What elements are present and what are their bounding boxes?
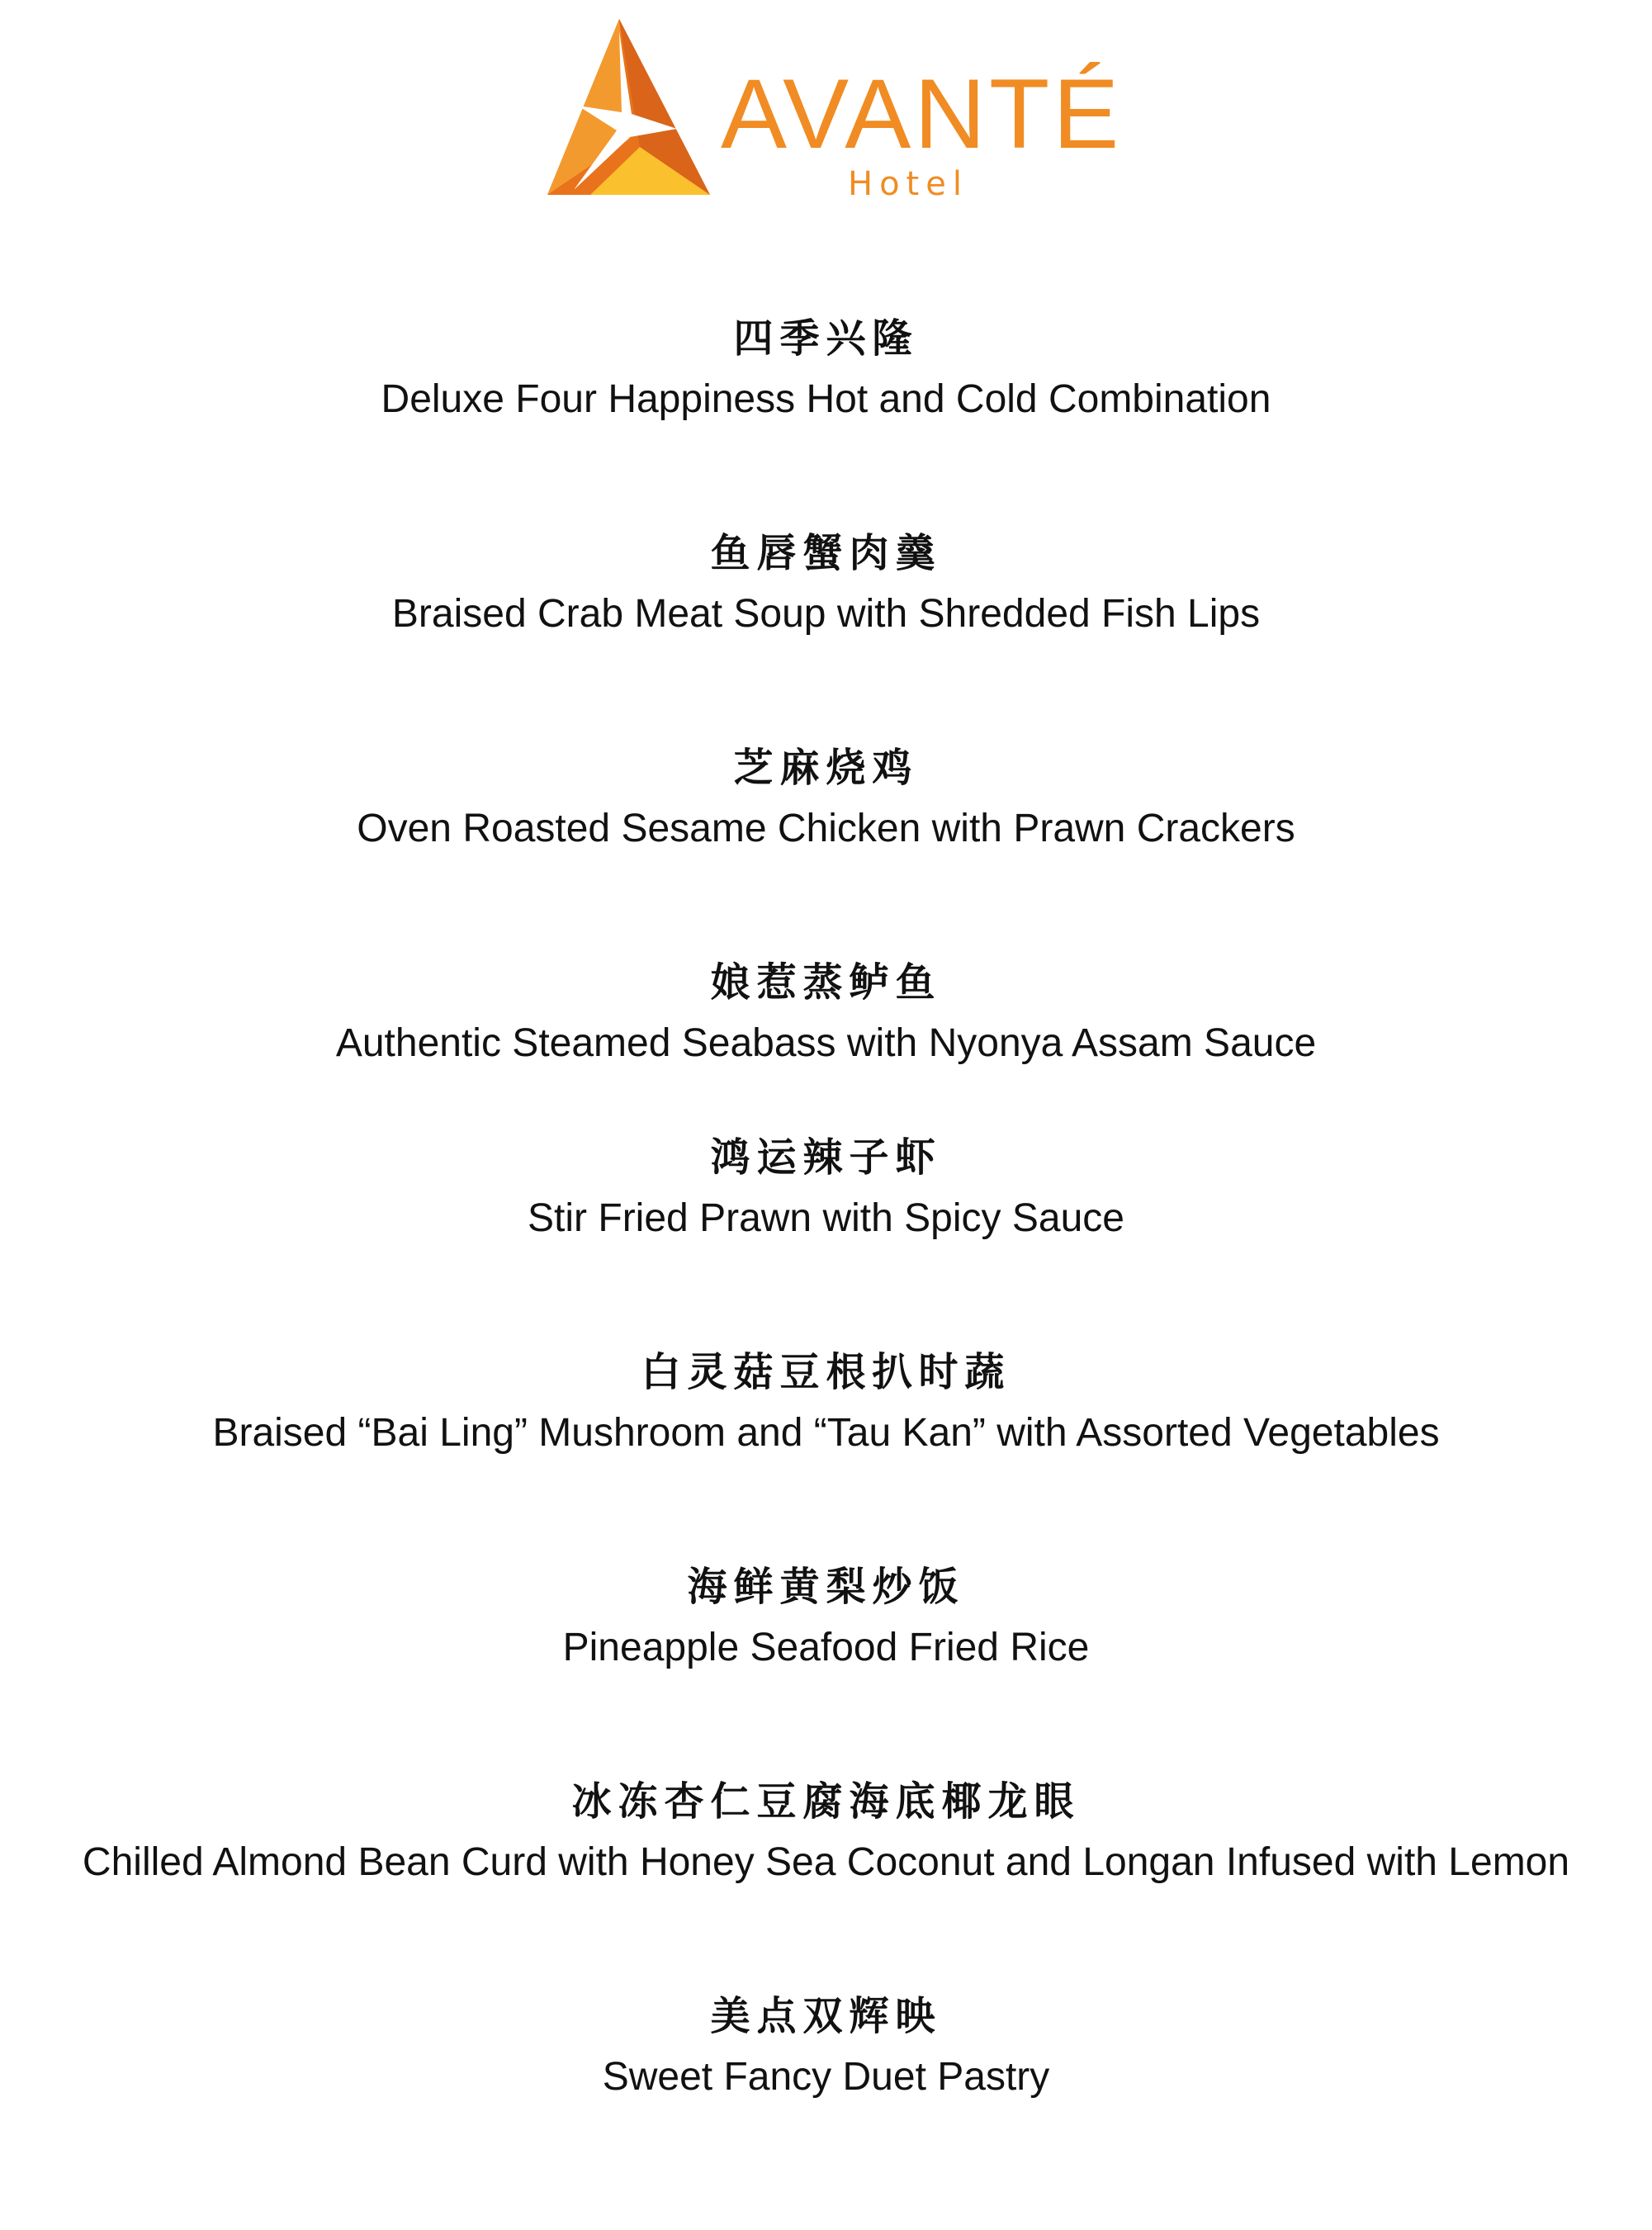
course-name-english: Authentic Steamed Seabass with Nyonya Assam Sauce (335, 1021, 1317, 1065)
course-name-chinese: 冰冻杏仁豆腐海底椰龙眼 (571, 1778, 1081, 1825)
menu-item (0, 1562, 1652, 1673)
menu-item (0, 1777, 1652, 1887)
course-name-chinese: 四季兴隆 (733, 315, 919, 362)
course-name-chinese: 海鲜黄梨炒饭 (687, 1564, 965, 1610)
course-name-english: Oven Roasted Sesame Chicken with Prawn Crackers (357, 807, 1295, 850)
course-name-chinese: 鸿运辣子虾 (710, 1134, 942, 1181)
menu-item (0, 314, 1652, 424)
course-name-chinese: 美点双辉映 (710, 1993, 942, 2039)
menu-item (0, 958, 1652, 1068)
brand-name: AVANTÉ (721, 59, 1123, 169)
course-name-english: Sweet Fancy Duet Pastry (602, 2055, 1050, 2099)
hotel-logo (541, 15, 1123, 205)
course-name-english: Braised “Bai Ling” Mushroom and “Tau Kan” with Assorted Vegetables (212, 1411, 1440, 1455)
triangle-star-logo-icon (541, 15, 718, 205)
course-name-english: Braised Crab Meat Soup with Shredded Fish Lips (391, 592, 1261, 636)
menu-item (0, 528, 1652, 639)
course-name-chinese: 娘惹蒸鲈鱼 (710, 959, 942, 1006)
course-name-english: Deluxe Four Happiness Hot and Cold Combination (381, 377, 1271, 421)
menu-item (0, 743, 1652, 854)
menu-item (0, 1133, 1652, 1243)
brand-subtitle: Hotel (848, 165, 968, 203)
menu-item (0, 1991, 1652, 2102)
course-name-chinese: 鱼唇蟹肉羹 (710, 530, 942, 576)
course-name-english: Chilled Almond Bean Curd with Honey Sea Coconut and Longan Infused with Lemon (82, 1840, 1570, 1884)
course-name-english: Stir Fried Prawn with Spicy Sauce (528, 1196, 1124, 1240)
course-name-english: Pineapple Seafood Fried Rice (562, 1626, 1090, 1669)
course-name-chinese: 芝麻烧鸡 (733, 745, 919, 791)
menu-item (0, 1347, 1652, 1458)
course-name-chinese: 白灵菇豆根扒时蔬 (641, 1349, 1011, 1395)
